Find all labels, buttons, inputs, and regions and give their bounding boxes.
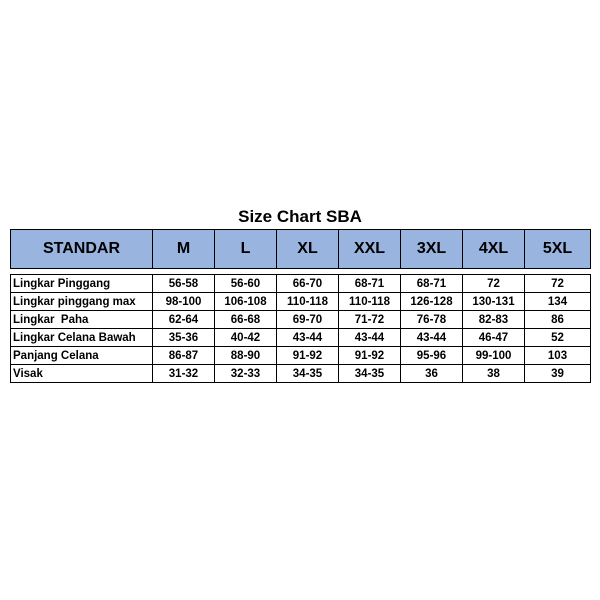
table-cell: 68-71	[339, 275, 401, 293]
table-cell: 56-60	[215, 275, 277, 293]
table-cell: 86	[525, 311, 591, 329]
row-label: Lingkar pinggang max	[11, 293, 153, 311]
row-label: Visak	[11, 365, 153, 383]
header-size-l: L	[215, 230, 277, 269]
table-cell: 68-71	[401, 275, 463, 293]
table-cell: 34-35	[339, 365, 401, 383]
table-row	[11, 275, 591, 293]
table-cell: 110-118	[277, 293, 339, 311]
table-cell: 110-118	[339, 293, 401, 311]
table-cell: 99-100	[463, 347, 525, 365]
header-size-xl: XL	[277, 230, 339, 269]
table-cell: 71-72	[339, 311, 401, 329]
table-cell: 36	[401, 365, 463, 383]
row-label: Lingkar Pinggang	[11, 275, 153, 293]
table-cell: 103	[525, 347, 591, 365]
table-cell: 91-92	[277, 347, 339, 365]
table-cell: 34-35	[277, 365, 339, 383]
table-cell: 43-44	[339, 329, 401, 347]
header-size-m: M	[153, 230, 215, 269]
table-cell: 72	[463, 275, 525, 293]
chart-title: Size Chart SBA	[238, 207, 362, 226]
table-cell: 56-58	[153, 275, 215, 293]
header-size-xxl: XXL	[339, 230, 401, 269]
table-cell: 40-42	[215, 329, 277, 347]
table-cell: 62-64	[153, 311, 215, 329]
row-label: Lingkar Celana Bawah	[11, 329, 153, 347]
table-cell: 106-108	[215, 293, 277, 311]
size-chart-table	[10, 229, 591, 383]
table-row	[11, 293, 591, 311]
table-cell: 66-68	[215, 311, 277, 329]
table-row	[11, 347, 591, 365]
header-size-4xl: 4XL	[463, 230, 525, 269]
table-row	[11, 329, 591, 347]
table-cell: 39	[525, 365, 591, 383]
table-cell: 66-70	[277, 275, 339, 293]
table-cell: 134	[525, 293, 591, 311]
table-row	[11, 365, 591, 383]
header-size-3xl: 3XL	[401, 230, 463, 269]
table-cell: 52	[525, 329, 591, 347]
table-cell: 76-78	[401, 311, 463, 329]
table-cell: 82-83	[463, 311, 525, 329]
table-cell: 88-90	[215, 347, 277, 365]
table-cell: 38	[463, 365, 525, 383]
table-cell: 32-33	[215, 365, 277, 383]
table-cell: 46-47	[463, 329, 525, 347]
header-row	[11, 230, 591, 269]
table-cell: 43-44	[277, 329, 339, 347]
header-size-5xl: 5XL	[525, 230, 591, 269]
table-cell: 43-44	[401, 329, 463, 347]
table-row	[11, 311, 591, 329]
row-label: Panjang Celana	[11, 347, 153, 365]
row-label: Lingkar Paha	[11, 311, 153, 329]
table-cell: 95-96	[401, 347, 463, 365]
table-cell: 91-92	[339, 347, 401, 365]
table-cell: 69-70	[277, 311, 339, 329]
table-cell: 72	[525, 275, 591, 293]
table-cell: 98-100	[153, 293, 215, 311]
table-cell: 86-87	[153, 347, 215, 365]
header-standar: STANDAR	[11, 230, 153, 269]
table-cell: 126-128	[401, 293, 463, 311]
table-cell: 35-36	[153, 329, 215, 347]
table-cell: 130-131	[463, 293, 525, 311]
table-cell: 31-32	[153, 365, 215, 383]
